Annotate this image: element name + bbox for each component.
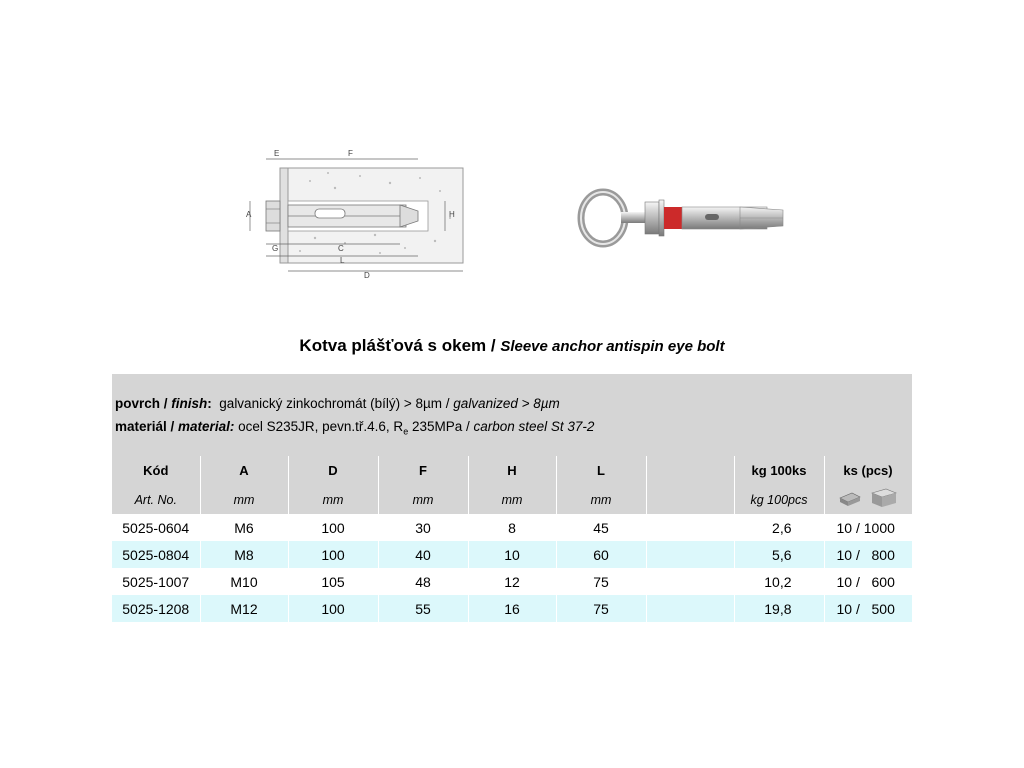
unit-empty [646,485,734,514]
eye-bolt-anchor-photo [565,140,810,300]
cell-l: 45 [556,514,646,541]
title-main: Kotva plášťová s okem / [299,336,496,355]
table-row [112,541,912,568]
cell-f: 48 [378,568,468,595]
cell-d: 100 [288,595,378,622]
cell-code: 5025-1007 [112,568,200,595]
cell-a: M12 [200,595,288,622]
cell-code: 5025-0804 [112,541,200,568]
small-box-icon [840,493,860,506]
header-f: F [378,456,468,485]
spec-panel [112,374,912,456]
label-H: H [449,210,455,219]
material-label: materiál / [115,419,175,434]
cell-l: 60 [556,541,646,568]
header-h: H [468,456,556,485]
unit-f: mm [378,485,468,514]
cell-l: 75 [556,568,646,595]
cell-f: 40 [378,541,468,568]
cell-a: M8 [200,541,288,568]
washer [659,200,664,236]
large-box-icon [872,489,896,507]
table-row [112,568,912,595]
cell-d: 105 [288,568,378,595]
red-band [664,207,682,229]
title-sub: Sleeve anchor antispin eye bolt [500,338,725,355]
header-row [112,456,912,485]
material-value: ocel S235JR, pevn.tř.4.6, R [238,419,404,434]
cell-f: 30 [378,514,468,541]
cell-h: 10 [468,541,556,568]
cell-h: 16 [468,595,556,622]
unit-l: mm [556,485,646,514]
label-E: E [274,149,280,158]
header-d: D [288,456,378,485]
unit-d: mm [288,485,378,514]
cell-d: 100 [288,541,378,568]
fixture-plate [280,168,288,263]
cell-empty [646,541,734,568]
header-weight: kg 100ks [734,456,824,485]
table-row [112,595,912,622]
cell-code: 5025-1208 [112,595,200,622]
finish-value-en: galvanized > 8µm [453,396,560,411]
cell-empty [646,595,734,622]
label-D: D [364,271,370,280]
cell-weight: 5,6 [734,541,824,568]
cell-weight: 10,2 [734,568,824,595]
label-A: A [246,210,252,219]
header-empty [646,456,734,485]
material-value2: 235MPa / [411,419,470,434]
cell-f: 55 [378,595,468,622]
cell-l: 75 [556,595,646,622]
units-row [112,485,912,514]
header-l: L [556,456,646,485]
material-line [115,419,594,437]
cell-h: 8 [468,514,556,541]
header-code: Kód [112,456,200,485]
header-a: A [200,456,288,485]
finish-value: galvanický zinkochromát (bílý) > 8µm / [219,396,450,411]
unit-h: mm [468,485,556,514]
label-C: C [338,244,344,253]
cell-pcs: 10 / 1000 [824,514,912,541]
product-title [0,336,1024,356]
cell-pcs: 10 / 600 [824,568,912,595]
cell-code: 5025-0604 [112,514,200,541]
label-L: L [340,256,345,265]
label-F: F [348,149,353,158]
cell-h: 12 [468,568,556,595]
cell-empty [646,514,734,541]
material-label-en: material: [178,419,235,434]
cell-pcs: 10 / 800 [824,541,912,568]
cell-pcs: 10 / 500 [824,595,912,622]
header-pcs: ks (pcs) [824,456,912,485]
anchor-technical-drawing [240,143,465,293]
material-sub: e [403,426,409,437]
material-value-en: carbon steel St 37-2 [473,419,595,434]
hex-nut [645,202,659,234]
unit-pcs-icons [824,485,912,514]
table-row [112,514,912,541]
unit-weight: kg 100pcs [734,485,824,514]
finish-label-en: finish [171,396,208,411]
finish-line: povrch / finish: galvanický zinkochromát (bílý) > 8µm / galvanized > 8µm [115,396,560,411]
cell-empty [646,568,734,595]
finish-label: povrch / [115,396,168,411]
product-table [112,456,913,622]
unit-a: mm [200,485,288,514]
cell-a: M6 [200,514,288,541]
unit-code: Art. No. [112,485,200,514]
label-G: G [272,244,279,253]
anchor-nut [266,201,280,231]
cell-d: 100 [288,514,378,541]
cell-weight: 2,6 [734,514,824,541]
cell-weight: 19,8 [734,595,824,622]
cell-a: M10 [200,568,288,595]
